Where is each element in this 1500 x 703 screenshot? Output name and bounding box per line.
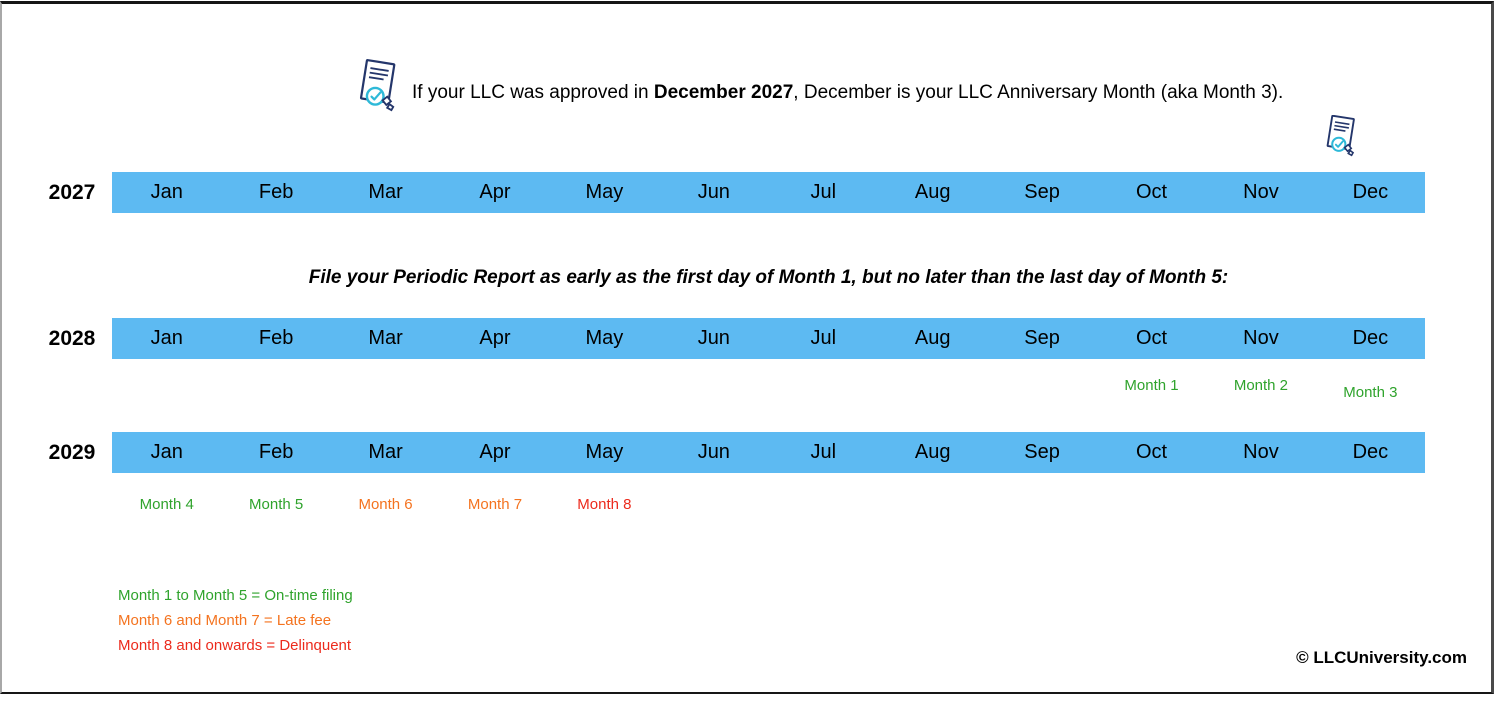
month-cell: Jun	[697, 327, 730, 349]
month-cell: Jul	[810, 441, 837, 463]
month-cell: Nov	[1243, 181, 1279, 203]
stamped-document-icon	[354, 58, 402, 116]
month-cell: Aug	[914, 441, 951, 463]
month-cell: Jun	[697, 441, 730, 463]
anniversary-note-bold: December 2027	[653, 82, 794, 103]
month-cell: Jul	[810, 181, 837, 203]
copyright-text: © LLCUniversity.com	[1296, 648, 1467, 667]
month-cell: Jan	[150, 327, 183, 349]
month-cell: Dec	[1352, 181, 1389, 203]
year-label-2028: 2028	[48, 326, 96, 350]
month-cell: Aug	[914, 181, 951, 203]
month-cell: Aug	[914, 327, 951, 349]
anniversary-note-prefix: If your LLC was approved in	[412, 82, 654, 103]
month-cell: Jun	[697, 181, 730, 203]
month-7-label: Month 7	[467, 496, 523, 513]
month-cell: Apr	[479, 181, 511, 203]
filing-instruction: File your Periodic Report as early as the first day of Month 1, but no later than the last day of Month 5:	[308, 267, 1229, 288]
month-cell: Feb	[258, 441, 294, 463]
month-cell: Sep	[1024, 441, 1060, 463]
month-cell: Oct	[1135, 441, 1168, 463]
month-labels-2029	[112, 496, 1425, 513]
filing-status-legend	[118, 588, 353, 663]
month-cell: May	[585, 441, 624, 463]
month-5-label: Month 5	[249, 496, 304, 513]
month-cell: Mar	[368, 181, 403, 203]
month-bar-2027	[112, 172, 1425, 213]
month-cell: Feb	[258, 327, 294, 349]
legend-delinquent: Month 8 and onwards = Delinquent	[118, 637, 352, 654]
month-cell: May	[585, 181, 624, 203]
year-label-2029: 2029	[48, 440, 96, 464]
month-8-label: Month 8	[577, 496, 632, 513]
month-cell: Jan	[150, 181, 183, 203]
month-1-label: Month 1	[1124, 377, 1179, 394]
timeline-row-2029	[40, 432, 1425, 473]
month-4-label: Month 4	[139, 496, 194, 513]
month-cell: Apr	[479, 327, 511, 349]
month-cell: Jul	[810, 327, 837, 349]
month-cell: Dec	[1352, 441, 1389, 463]
month-cell: Feb	[258, 181, 294, 203]
legend-on-time: Month 1 to Month 5 = On-time filing	[118, 587, 353, 604]
month-cell: Nov	[1243, 327, 1279, 349]
month-cell: Sep	[1024, 181, 1060, 203]
month-cell: Oct	[1135, 327, 1168, 349]
month-cell: Nov	[1243, 441, 1279, 463]
month-bar-2028	[112, 318, 1425, 359]
anniversary-note-suffix: , December is your LLC Anniversary Month (aka Month 3).	[793, 82, 1284, 103]
year-label-2027: 2027	[48, 180, 96, 204]
month-cell: Dec	[1352, 327, 1389, 349]
month-cell: Jan	[150, 441, 183, 463]
month-2-label: Month 2	[1233, 377, 1289, 394]
month-cell: Sep	[1024, 327, 1060, 349]
month-bar-2029	[112, 432, 1425, 473]
month-cell: May	[585, 327, 624, 349]
month-6-label: Month 6	[358, 496, 413, 513]
month-3-label: Month 3	[1343, 384, 1398, 401]
month-cell: Oct	[1135, 181, 1168, 203]
timeline-row-2028	[40, 318, 1425, 359]
month-labels-2028	[112, 377, 1425, 401]
month-cell: Apr	[479, 441, 511, 463]
anniversary-note	[412, 82, 1283, 104]
month-cell: Mar	[368, 327, 403, 349]
dec-2027-stamped-document-icon	[1322, 115, 1360, 159]
timeline-row-2027	[40, 172, 1425, 213]
month-cell: Mar	[368, 441, 403, 463]
legend-late-fee: Month 6 and Month 7 = Late fee	[118, 612, 332, 629]
